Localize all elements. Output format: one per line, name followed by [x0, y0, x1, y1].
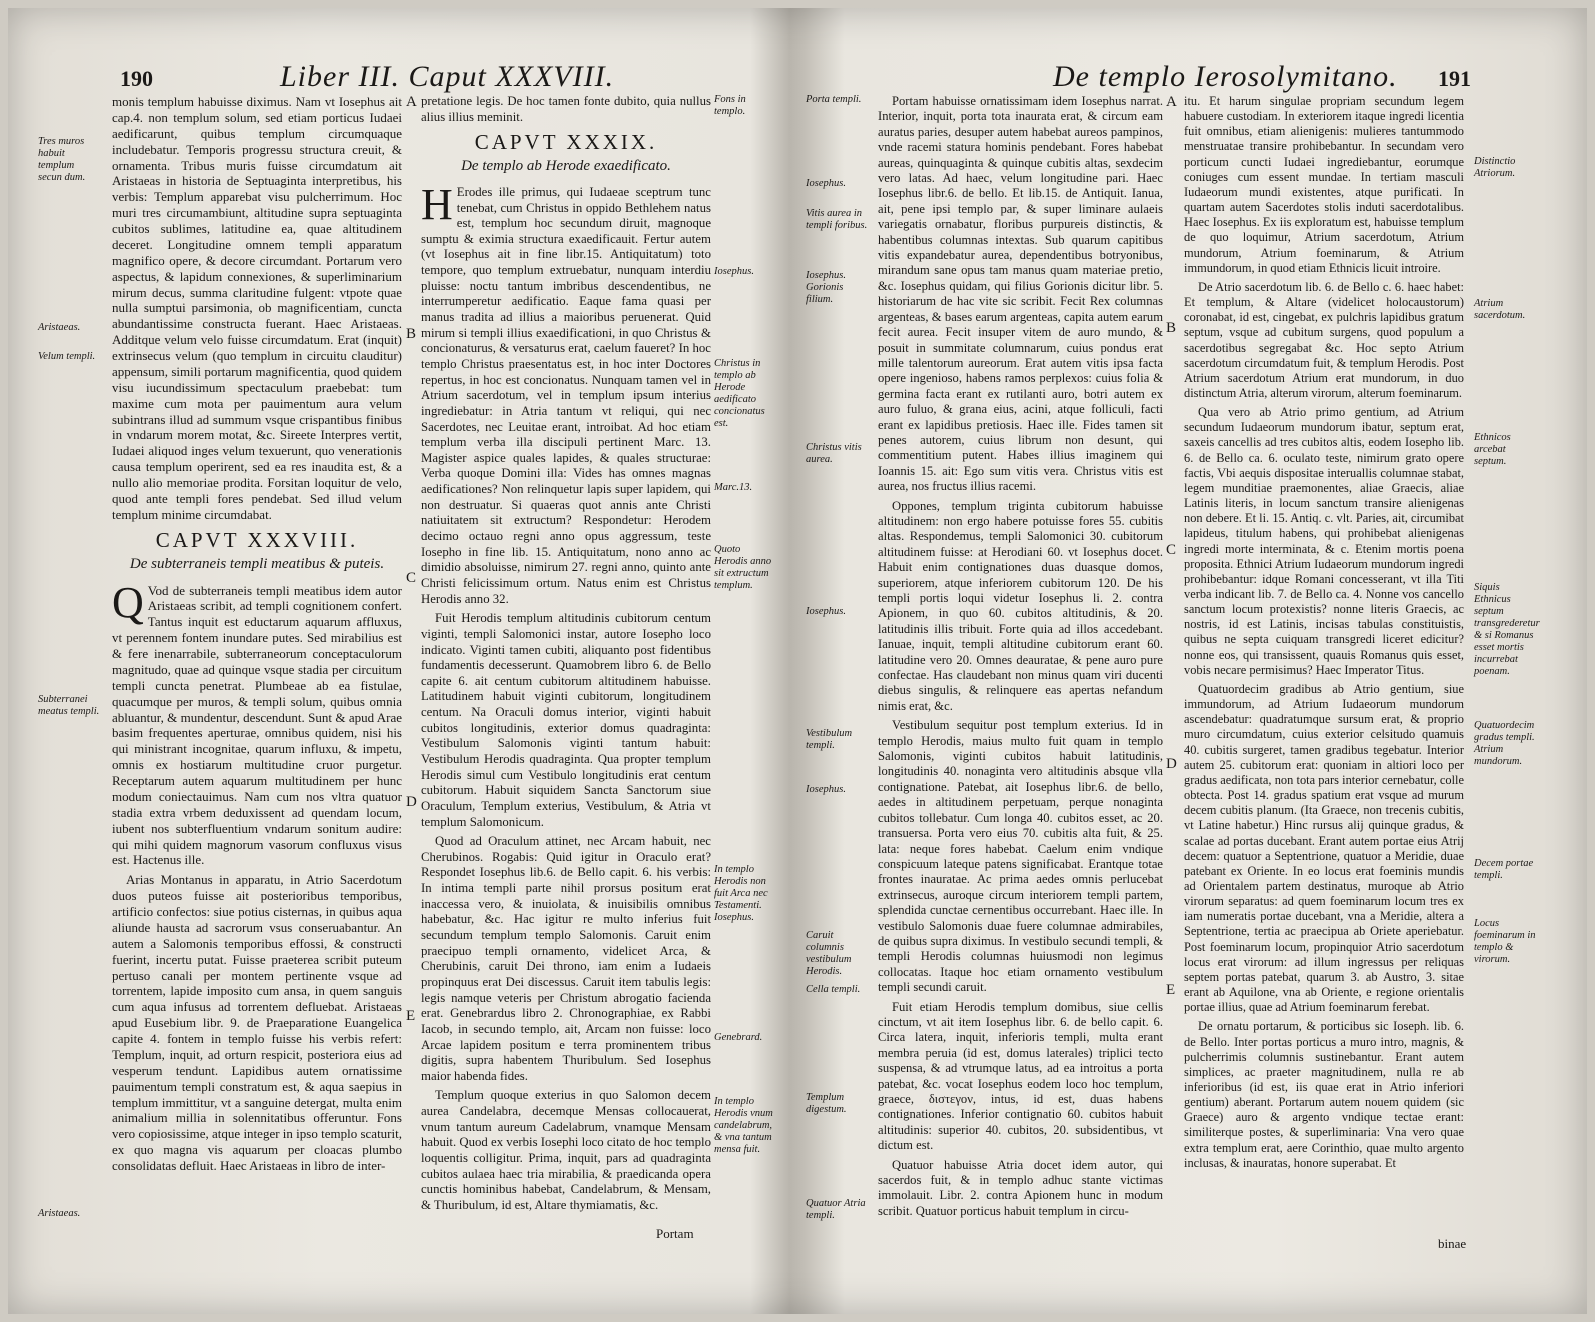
left-col1-intro: monis templum habuisse diximus. Nam vt Iosephus ait cap.4. non templum solum, sed etiam porticus Iudaei aedificarunt, quibus templum circumquaque includebatur. Temporis progressu structura creuit, & ornamenta. Tribus muris fuisse circumdatum ait Aristaeas in historia de Septuaginta interpretibus, his verbis: Templum apparebat visu pulcherrimum. Hoc muri tres circumambiunt, altitudine supra septuaginta cubitos sublimes, latitudine ea, quae altitudinem deceret. Longitudine omnem templi apparatum magnifico opere, & decore circumdant. Portarum vero aspectus, & lapidum connexiones, & superliminarium mirum decus, summa claritudine fulgent: vtpote quae nulla sumptui parsimonia, ob magnificentiam, cuncta abundantissime constructa fuerant. Haec Aristaeas. Additque velum velo fuisse circumdatum. Erat (inquit) extrinsecus velum (quo templum in circuitu clauditur) appensum, simili portarum magnificentia, quod quidem visu iucundissimum spectaculum praebebat: tum maxime cum mota per pauimentum aura velum subintrans illud ad summum vsque crispantibus finibus in vndarum morem motat, &c. Sireete Interpres vertit, Iudaei aliquod inges velum texuerunt, quo venerationis causa templum operirent, sed ea res inaudita est, & a nullo alio memoriae prodita. Forsitan loquitur de velo, quod ante templi fores pendebat. Sed illud velum templum minime circumdabat.	[112, 94, 402, 522]
left-col1-para2: Arias Montanus in apparatu, in Atrio Sacerdotum duos puteos fuisse ait posterioribus temporibus, artificio confectos: siue potius cisternas, in quibus aqua aliunde hausta ad sacrorum vsus conseruabantur. An autem a Salomonis temporibus effossi, & constructi fuerint, incertu putat. Fuisse praeterea scribit puteum pertuso canali per montem pertinente vsque ad torrentem, lapide imposito cum ansa, in quem sanguis cum aqua infusus ad torrentem defluebat. Aristaeas apud Eusebium libr. 9. de Praeparatione Euangelica capite 4. fontem in templo fuisse his verbis refert: Templum, inquit, ad orturn respicit, posteriora eius ad vesperum tendunt. Lapidibus autem ornatissime pauimentum templi constratum est, & aqua saepius in templum immittitur, vt a sanguine detergat, multa enim animalium millia in solennitatibus offeruntur. Fons vero copiosissime, atque integer in ipso templo scaturit, ex quo magna vis aquarum per cloacas plumbo consolidatas defluit. Haec Aristaeas in libro de inter-	[112, 872, 402, 1173]
margin-note: Quoto Herodis anno sit extructum templum.	[714, 544, 772, 591]
margin-note: Decem portae templi.	[1474, 858, 1534, 881]
margin-note: Caruit columnis vestibulum Herodis.	[806, 930, 852, 977]
left-col2-para2: Fuit Herodis templum altitudinis cubitorum centum viginti, templi Salomonici instar, autore Iosepho loco indicato. Viginti tamen cubiti, aliquanto post fidentibus fundamentis decesserunt. Quamobrem libro 6. de Bello capite 6. ait centum cubitorum altitudinem habuisse. Latitudinem habuit viginti cubitorum, longitudinem centum. Na Oraculi domus interior, viginti habuit cubitos longitudinis, exterior domus quadraginta: Vestibulum Salomonis viginti tantum habuit: Vestibulum Herodis quadraginta. Qua propter templum Herodis simul cum Vestibulo longitudinis erat centum cubitorum. Habuit siquidem Sancta Sanctorum siue Oraculum, Templum exterius, Vestibulum, & Atria vt templum Salomonicum.	[421, 611, 711, 829]
right-col1-para1: Portam habuisse ornatissimam idem Iosephus narrat. Interior, inquit, porta tota inaurata erat, & circum eam auratus paries, desuper autem habebat aureos pampinos, vnde racemi statura hominis pendebant. Fores habebat aureas, quinquaginta & quinque cubitis altas, sexdecim vero latas. Ad haec, velum longitudine pari. Haec Iosephus libr.6. de bello. Et lib.15. de Antiquit. Ianua, ait, pene ipsi templo par, & super liminare aulaeis variegatis ornabatur, floribus purpureis distinctis, & habentibus columnas intextas. Sub quarum capitibus vitis expandebatur aurea, dependentibus botryonibus, mirandum sane opus tam manus quam materiae pretio, &c. Iosephus quidam, qui filius Gorionis dicitur libr. 5. historiarum de hac vite sic scribit. Fecit Rex columnas argenteas, & bases earum argenteas, capita autem earum fecit aurea. Fecit insuper vitem de auro mundo, & posuit in summitate columnarum, cuius pondus erat mille talentorum aureorum. Erat autem vitis ipsa facta opere ingenioso, habens ramos perplexos: cuius folia & germina facta erant ex rutilanti auro, botri autem ex auro fuluo, & grana eius, acini, atque folliculi, facti erant ex lapidibus pretiosis. Haec ille. Fides tamen sit penes autorem, cuius librum non desunt, qui commentitium putent. Habes illius imaginem qui Ioannis 15. ait: Ego sum vitis vera. Christus vitis est aurea, nos fructus illius racemi.	[878, 94, 1163, 494]
margin-note: Subterranei meatus templi.	[38, 694, 100, 717]
margin-note: Fons in templo.	[714, 94, 746, 117]
right-col1-para3: Vestibulum sequitur post templum exterius. Id in templo Herodis, maius multo fuit quam in templo Salomonis, viginti cubitos habuit latitudinis, longitudinis 40. nonaginta vero altitudinis absque vlla contignatione. Patebat, ait Iosephus libr.6. de bello, aedes in altitudinem perpetuam, perque nonaginta cubitos tollebatur. Cum longa 40. cubitos esset, ac 20. transuersa. Porta vero eius 70. cubitis alta fuit, & 25. lata: neque fores habebat. Caelum enim vndique conspicuum lateque patens significabat. Erantque totae frontes inauratae. Ac prima aedes omnis perlucebat extrinsecus, auroque circum interiorem templi partem, splendida cunctae cernentibus occurrebant. Haec ille. In vestibulo Salomonis duae fuere columnae admirabiles, de quibus supra diximus. In vestibulo secundi templi, & templi Herodis columnas huiusmodi non legimus collocatas. Itaque hoc etiam ornamento vestibulum templi secundi caruit.	[878, 718, 1163, 995]
right-col2-para4: Quatuordecim gradibus ab Atrio gentium, siue immundorum, ad Atrium Iudaeorum mundorum ascendebatur: quadratumque sursum erat, & proprio muro circumdatum, cuius exterior celsitudo quamuis 40. cubitis surgeret, tamen gradibus tegebatur. Interior autem 25. cubitorum erat: quoniam in altiori loco per gradus aedificata, non tota pars interior cernebatur, colle obtecta. Post 14. gradus spatium erat vsque ad murum decem cubitis planum. (Ita Graece, non trecenis cubitis, vt Latine habetur.) Hinc rursus alij quinque gradus, & scalae ad portas ducebant. Erant autem portae eius Atrij decem: quatuor a Septentrione, quatuor a Meridie, duae patebant ex Oriente. In eo locus erat foeminis mundis ad Orientalem partem destinatus, muroque ab Atrio virorum separatus: ad quem foeminarum locum tres ex iam numeratis portae ducebant, vna a Meridie, altera a Septentrione, tertia ac praecipua ab Oriete aperiebatur. Post foeminarum locum, propinquior Atrio sacerdotum locus erat virorum: ad illum ingressus per reliquas septem portas patebat, quarum 3. ab Austro, 3. sitae erant ab Aquilone, vna ab Oriente, e regione orientalis portae illius, quae ad Atrium foeminarum ferebat.	[1184, 681, 1464, 1015]
section-letter: E	[406, 1008, 416, 1024]
margin-note: Iosephus.	[714, 266, 754, 277]
margin-note: Vitis aurea in templi foribus.	[806, 208, 868, 231]
margin-note: Iosephus.	[806, 606, 846, 617]
book-spread	[8, 8, 1587, 1314]
chapter-heading-xxxix: CAPVT XXXIX.	[474, 130, 658, 155]
section-letter: D	[406, 794, 417, 810]
section-letter: C	[1166, 542, 1177, 558]
section-letter: A	[1166, 94, 1177, 110]
left-col1-para1: QVod de subterraneis templi meatibus idem autor Aristaeas scribit, ad templi cognitionem confert. Tantus inquit est eductarum aquarum affluxus, vt perennem fontem inundare putes. Sed mirabilius est & fere inenarrabile, subterraneorum conceptaculorum magnitudo, quae ad quinque vsque stadia per circuitum templi cuncta penetrat. Plumbeae ab ea fistulae, quacumque per muros, & templi solum, quibus omnia abluantur, & mundentur, descendunt. Sunt & apud Arae basim frequentes aperturae, omnibus quidem, nisi his qui ministrant incognitae, quarum influxu, & impetu, omnis ex hostiarum multitudine cruor purgetur. Receptarum autem aquarum multitudinem per hunc modum coniectauimus. Nam cum nos vltra quatuor stadia extra vrbem deduxissent ad quendam locum, iubent nos subterfluentium vndarum sonitum audire: qui mihi quidem magnorum vasorum confluxus visus est. Hactenus ille.	[112, 577, 402, 868]
section-letter: B	[1166, 320, 1177, 336]
right-column-2	[1184, 94, 1464, 1175]
margin-note: Cella templi.	[806, 984, 861, 995]
margin-note: In templo Herodis non fuit Arca nec Testamenti. Iosephus.	[714, 864, 768, 923]
margin-note: Quatuor Atria templi.	[806, 1198, 866, 1221]
margin-note: Vestibulum templi.	[806, 728, 853, 751]
section-letter: D	[1166, 756, 1177, 772]
chapter-heading-xxxviii: CAPVT XXXVIII.	[155, 527, 359, 552]
chapter-subtitle-xxxix: De templo ab Herode exaedificato.	[461, 157, 671, 174]
left-column-1	[112, 94, 402, 1178]
margin-note: Iosephus.	[806, 178, 846, 189]
section-letter: C	[406, 570, 417, 586]
margin-note: Templum digestum.	[806, 1092, 847, 1115]
running-title-right: De templo Ierosolymitano.	[1053, 60, 1398, 93]
left-page	[8, 8, 788, 1314]
left-col2-intro: pretatione legis. De hoc tamen fonte dubito, quia nullus alius illius meminit.	[421, 94, 711, 124]
left-col2-para3: Quod ad Oraculum attinet, nec Arcam habuit, nec Cherubinos. Rogabis: Quid igitur in Oraculo erat? Respondet Iosephus lib.6. de Bello capit. 6. his verbis: In intima templi parte nihil prorsus positum erat inaccessa vero, & inuiolata, & inuisibilis omnibus habebatur, &c. Hac igitur re multo inferius fuit secundum templum templo Salomonis. Caruit enim praecipuo templi ornamento, videlicet Arca, & Cherubinis, caruit Dei throno, iam enim a Iudaeis propinquus erat Dei discessus. Caruit item tabulis legis: legis namque veteris per Christum abrogatio facienda erat. Genebrardus libro 2. Chronographiae, ex Rabbi Iacob, in secundo templo, ait, Arcam non fuisse: loco Arcae lapidem positum e terra prominentem tribus digitis, supra habentem Thuribulum. Sed Iosephus maior habenda fides.	[421, 834, 711, 1083]
catchword-right: binae	[1438, 1236, 1467, 1251]
right-col2-para1: itu. Et harum singulae propriam secundum legem habuere custodiam. In exteriorem itaque ingredi licentia fuit omnibus, etiam alienigenis: mulieres tantummodo menstruatae transire prohibebantur. In secundam vero porticum cuncti Iudaei ingrediebantur, eorumque coniuges cum essent mundae. In tertiam masculi Iudaeorum mundi existentes, atque purificati. In quartam autem Sacerdotes stolis induti sacerdotalibus. Haec Iosephus. Ex iis exploratum est, habuisse templum de quo loquimur, Atrium sacerdotum, Atrium mundorum, Atrium foeminarum, & Atrium immundorum, in quod etiam Ethnicis licuit introire.	[1184, 94, 1464, 275]
margin-note: Marc.13.	[714, 482, 753, 493]
margin-note: Ethnicos arcebat septum.	[1474, 432, 1511, 467]
page-number-right: 191	[1438, 66, 1471, 91]
chapter-subtitle-xxxviii: De subterraneis templi meatibus & puteis.	[129, 555, 385, 572]
margin-note: Aristaeas.	[38, 1208, 81, 1219]
margin-note: Porta templi.	[806, 94, 862, 105]
margin-note: Iosephus.	[806, 784, 846, 795]
margin-note: Christus in templo ab Herode aedificato concionatus est.	[714, 358, 765, 429]
catchword-left: Portam	[656, 1226, 694, 1241]
margin-note: Quatuordecim gradus templi. Atrium mundorum.	[1474, 720, 1535, 767]
left-column-2	[421, 94, 711, 1218]
section-letter: A	[406, 94, 417, 110]
page-number-left: 190	[120, 66, 153, 91]
margin-note: Locus foeminarum in templo & virorum.	[1474, 918, 1536, 965]
right-col1-para5: Quatuor habuisse Atria docet idem autor, qui sacerdos fuit, & in templo adhuc stante victimas immolauit. Libr. 2. contra Apionem hunc in modum scribit. Quatuor porticus habuit templum in circu-	[878, 1157, 1163, 1218]
right-col2-para5: De ornatu portarum, & porticibus sic Ioseph. lib. 6. de Bello. Inter portas porticus a muro intro, magnis, & pulcherrimis columnis sustinebantur. Erant autem simplices, ac praeter magnitudinem, nulla re ab inferioribus (id est, iis quae erat in Atrio inferiori gentium) aberant. Portarum autem nouem quidem (sic Graece) auro & argento vndique tectae erant: similiterque postes, & superliminaria: Vna vero quae extra templum erat, aere Corinthio, quae multo argento inclusas, & inauratas, honore superabat. Et	[1184, 1019, 1464, 1170]
margin-note: Christus vitis aurea.	[806, 442, 862, 465]
margin-note: Atrium sacerdotum.	[1474, 298, 1526, 321]
margin-note: Genebrard.	[714, 1032, 763, 1043]
margin-note: Siquis Ethnicus septum transgrederetur & si Romanus esset mortis incurrebat poenam.	[1474, 582, 1540, 677]
running-title-left: Liber III. Caput XXXVIII.	[280, 60, 615, 93]
margin-note: Iosephus. Gorionis filium.	[806, 270, 846, 305]
right-page	[798, 8, 1587, 1314]
margin-note: Velum templi.	[38, 351, 96, 362]
section-letter: B	[406, 326, 417, 342]
margin-note: Aristaeas.	[38, 322, 81, 333]
left-col2-para1: HErodes ille primus, qui Iudaeae sceptrum tunc tenebat, cum Christus in oppido Bethlehem natus est, templum hoc secundum diruit, magnoque sumptu & eximia structura exaedificauit. Fertur autem (vt Iosephus ait in fine libr.15. Antiquitatum) toto tempore, quo templum extruebatur, nunquam interdiu pluisse: noctu tantum imbribus descendentibus, ne interrumperetur aedificatio. Eaque fama quasi per manus tradita ad illius a maioribus peruenerat. Quid mirum si templi illius exaedificationi, in quo Christus & concionaturus, & versaturus erat, caelum faueret? In hoc templo Christus praesentatus est, in hoc inter Doctores repertus, in hoc est concionatus. Nunquam tamen vel in Atrium sacerdotum, vel in templum ipsum interius ingrediebatur: in Atria tantum vt reliqui, qui nec Sacerdotes, nec Leuitae erant, introibat. Ad hoc etiam templum verba illa discipuli pertinent Marc. 13. Magister aspice quales lapides, & quales structurae: Verba quoque Domini illa: Vides has omnes magnas aedificationes? Non relinquetur lapis super lapidem, qui non destruatur. Si quaeras quot annis ante Christi natiuitatem sit extructum? Respondetur: Herodem decimo octauo regni anno opus aggressum, teste Iosepho in fine lib. 15. Antiquitatum, nono anno ac dimidio absoluisse, nimirum 27. regni anno, quinto ante Christi felicissimum ortum. Natus enim est Christus Herodis anno 32.	[421, 179, 711, 606]
margin-note: Tres muros habuit templum secun dum.	[38, 136, 86, 183]
right-column-1	[878, 94, 1163, 1223]
right-col2-para3: Qua vero ab Atrio primo gentium, ad Atrium secundum Iudaeorum mundorum ibatur, septum erat, saxeis cancellis ad tres cubitos altis, eodem Iosepho lib. 6. de Bello ca. 6. oculato teste, nimirum grato opere factis, Vbi aequis dispositae interuallis columnae stabat, legem munditiae praemonentes, aliae Graecis, aliae Latinis literis, in locum sanctum transire alienigenas non debere. Et li. 15. Antiq. c. vlt. Paries, ait, circumibat lapideus, titulum habens, qui prohibebat alienigenas ingredi morte interminata, & c. Etenim mortis poena proposita. Ethnici Atrium Iudaeorum mundorum ingredi prohibebantur: idque Romani concesserant, vt illa Titi verba indicant lib. 7. de Bello ca. 4. Nonne vos cancello sanctum locum protexistis? nonne literis Graecis, ac nostris, id est Latinis, incisas tabulas constituistis, quibus ne septa cuiquam transgredi liceret edicitur? nonne eos, qui transissent, quauis Romanus quis esset, vobis necare permisimus? Haec Imperator Titus.	[1184, 405, 1464, 677]
section-letter: E	[1166, 982, 1176, 998]
right-col2-para2: De Atrio sacerdotum lib. 6. de Bello c. 6. haec habet: Et templum, & Altare (videlicet holocaustorum) coronabat, id est, cingebat, ex pulchris lapidibus gratum septum, vsque ad cubitum surgens, quod populum a sacerdotibus segregabat &c. Hoc septo Atrium sacerdotum circumdatum fuit, & templum Herodis. Post Atrium sacerdotum Atrium erat mundorum, in duo distinctum Atria, alterum virorum, alterum foeminarum.	[1184, 279, 1464, 400]
margin-note: In templo Herodis vnum candelabrum, & vna tantum mensa fuit.	[714, 1096, 773, 1155]
left-col2-para4: Templum quoque exterius in quo Salomon decem aurea Candelabra, decemque Mensas collocauerat, vnum tantum aureum Cadelabrum, vnamque Mensam habuit. Quod ex verbis Iosephi loco citato de hoc templo loquentis colligitur. Prima, inquit, pars ad quadraginta cubitos aulaea haec tria mirabilia, & praedicanda opera cunctis hominibus habebat, Candelabrum, & Mensam, & Thuribulum, id est, Altare thymiamatis, &c.	[421, 1088, 711, 1212]
right-col1-para2: Oppones, templum triginta cubitorum habuisse altitudinem: non ergo habere potuisse fores 55. cubitis altas. Respondemus, templi Salomonici 30. cubitorum altitudinem fuisse: at Herodiani 60. vt Iosephus docet. Habuit enim contignationes duas duasque domos, superiorem, atque inferiorem cubitorum 120. De his templi portis loqui videtur Iosephus li. 2. contra Apionem, in quo 60. cubitos altitudinis, & 20. latitudinis illis tribuit. Forte quia ad illos accedebant. Ianuae, inquit, templi altitudine cubitorum erant 60. latitudine vero 20. Omnes deauratae, & pene auro pure confectae. Has claudebant non minus quam viri ducenti diebus singulis, & relinquere eas apertas nefandum nimis erat, &c.	[878, 498, 1163, 713]
right-col1-para4: Fuit etiam Herodis templum domibus, siue cellis cinctum, vt ait item Iosephus libr. 6. de bello capit. 6. Circa latera, inquit, inferioris templi, multa erant membra peruia (id est, domus laterales) triplici tecto suspensa, & ad vtrumque latus, ad ea introitus a porta patebat, &c. vocat Iosephus eodem loco hoc templum, graece, διστεγον, intus, id est, duas habens contignationes. Inferior contignatio 60. cubitos habuit altitudinis: superior 40. cubitos, 20. subsidentibus, vt dictum est.	[878, 999, 1163, 1153]
margin-note: Distinctio Atriorum.	[1474, 156, 1516, 179]
